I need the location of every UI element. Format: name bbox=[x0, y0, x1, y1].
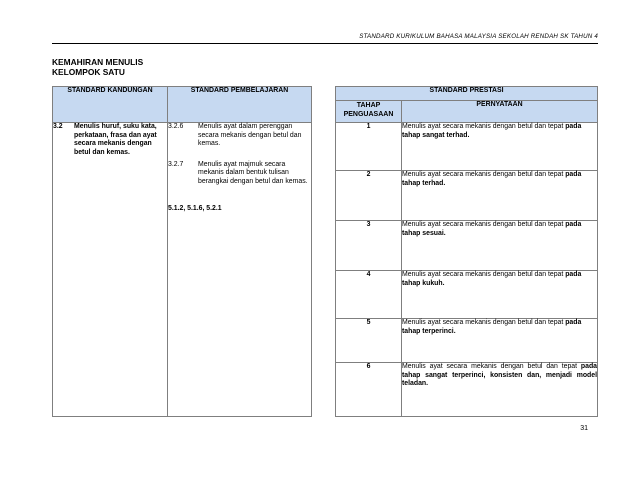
page-number: 31 bbox=[580, 425, 588, 432]
header-standard-pembelajaran: STANDARD PEMBELAJARAN bbox=[168, 87, 312, 123]
pernyataan-emphasis: pada tahap terperinci. bbox=[402, 319, 582, 335]
pernyataan-emphasis: pada tahap sesuai. bbox=[402, 221, 582, 237]
section-title-line-1: KEMAHIRAN MENULIS bbox=[52, 57, 144, 67]
pernyataan-text: Menulis ayat secara mekanis dengan betul dan tepat bbox=[402, 171, 566, 178]
header-rule bbox=[52, 43, 598, 44]
header-tahap-penguasaan: TAHAP PENGUASAAN bbox=[336, 101, 402, 123]
pernyataan-cell bbox=[402, 271, 598, 319]
running-header: STANDARD KURIKULUM BAHASA MALAYSIA SEKOLAH RENDAH SK TAHUN 4 bbox=[359, 33, 598, 40]
pembelajaran-item bbox=[168, 161, 311, 187]
pernyataan-emphasis: pada tahap terhad. bbox=[402, 171, 582, 187]
pembelajaran-item bbox=[168, 123, 311, 149]
pernyataan-cell bbox=[402, 363, 598, 417]
pembelajaran-text: Menulis ayat dalam perenggan secara mekanis dengan betul dan kemas. bbox=[198, 123, 302, 148]
standard-pembelajaran-cell bbox=[168, 123, 312, 417]
pernyataan-cell bbox=[402, 221, 598, 271]
tahap-cell: 2 bbox=[336, 171, 402, 221]
section-title-line-2: KELOMPOK SATU bbox=[52, 67, 125, 77]
pernyataan-emphasis: pada tahap sangat terhad. bbox=[402, 123, 582, 139]
header-pernyataan: PERNYATAAN bbox=[402, 101, 598, 123]
pernyataan-cell bbox=[402, 123, 598, 171]
pembelajaran-number: 3.2.6 bbox=[168, 123, 184, 130]
tahap-cell: 4 bbox=[336, 271, 402, 319]
standard-kandungan-cell bbox=[53, 123, 168, 417]
pembelajaran-references: 5.1.2, 5.1.6, 5.2.1 bbox=[168, 204, 222, 212]
tahap-cell: 1 bbox=[336, 123, 402, 171]
column-spacer bbox=[312, 87, 336, 417]
header-standard-kandungan: STANDARD KANDUNGAN bbox=[53, 87, 168, 123]
pembelajaran-number: 3.2.7 bbox=[168, 160, 184, 168]
pernyataan-text: Menulis ayat secara mekanis dengan betul dan tepat bbox=[402, 271, 566, 278]
pernyataan-text: Menulis ayat secara mekanis dengan betul dan tepat bbox=[402, 221, 566, 228]
pernyataan-text: Menulis ayat secara mekanis dengan betul dan tepat bbox=[402, 363, 581, 370]
tahap-cell: 3 bbox=[336, 221, 402, 271]
standards-table bbox=[52, 86, 598, 417]
pernyataan-emphasis: pada tahap sangat terperinci, konsisten dan, menjadi model teladan. bbox=[402, 363, 598, 388]
pembelajaran-text: Menulis ayat majmuk secara mekanis dalam bentuk tulisan berangkai dengan betul dan kemas. bbox=[198, 160, 308, 185]
header-standard-prestasi: STANDARD PRESTASI bbox=[336, 87, 598, 101]
kandungan-text: Menulis huruf, suku kata, perkataan, frasa dan ayat secara mekanis dengan betul dan kemas. bbox=[74, 123, 157, 156]
tahap-cell: 5 bbox=[336, 319, 402, 363]
kandungan-number: 3.2 bbox=[53, 123, 63, 130]
tahap-cell: 6 bbox=[336, 363, 402, 417]
pernyataan-text: Menulis ayat secara mekanis dengan betul dan tepat bbox=[402, 319, 566, 326]
pernyataan-text: Menulis ayat secara mekanis dengan betul dan tepat bbox=[402, 123, 566, 130]
pernyataan-cell bbox=[402, 319, 598, 363]
section-title bbox=[52, 57, 143, 77]
pernyataan-cell bbox=[402, 171, 598, 221]
pernyataan-emphasis: pada tahap kukuh. bbox=[402, 271, 582, 287]
